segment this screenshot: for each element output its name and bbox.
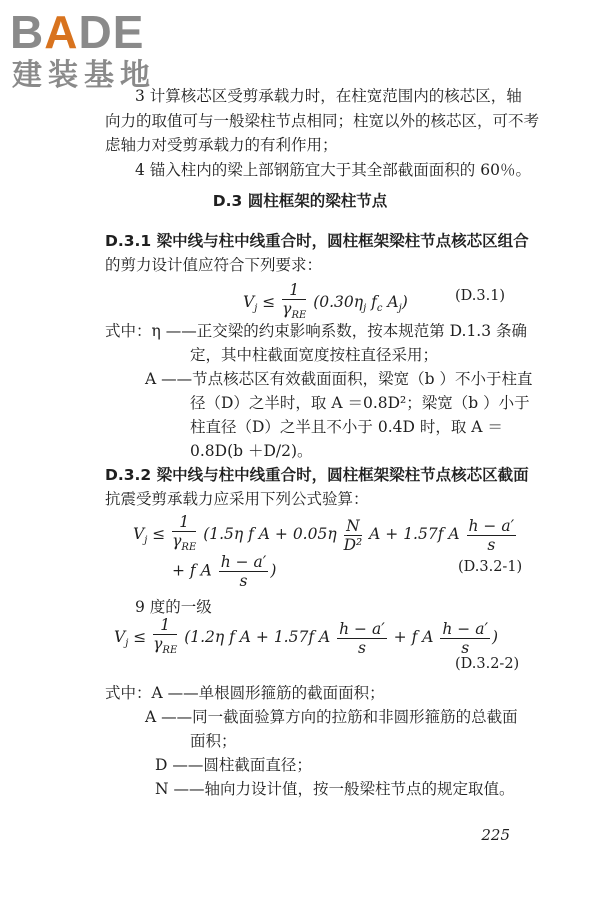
eq-no-d32-1: (D.3.2-1) xyxy=(458,559,523,575)
d32-where-1: 式中：A ——单根圆形箍筋的截面面积； xyxy=(105,684,385,702)
para4: 4 锚入柱内的梁上部钢筋宜大于其全部截面面积的 60％。 xyxy=(135,161,531,179)
f322-part2: + f A xyxy=(393,628,434,647)
f321-part1: (1.5η f A + 0.05η xyxy=(203,525,337,544)
eq-no-d31: (D.3.1) xyxy=(455,288,506,304)
f321-frac2-den: s xyxy=(487,535,496,554)
f31-tail2: A xyxy=(387,293,399,312)
formula-d31: $V_j$ ≤ $\frac{1}{\gamma_{RE}}$ ($0.30\eta_j$ $f_c$ $A_j$) xyxy=(243,281,408,325)
f321-frac-den: D² xyxy=(343,535,363,554)
formula-d32-2: $V_j$ ≤ $\frac{1}{\gamma_{RE}}$ (1.2η f A + 1.57f A $\frac{h - a'}{s}$ + f A $\frac{h - a'}{s}$ ) xyxy=(114,616,499,657)
f321-line2-end: ) xyxy=(270,561,277,580)
f321-line2: + f A xyxy=(172,561,212,580)
f31-lhs-sub: j xyxy=(254,303,258,315)
formula-d32-1-line2: + f A $\frac{h - a'}{s}$ ) xyxy=(172,553,277,590)
f321-part2: A + 1.57f A xyxy=(369,525,460,544)
aj-line3: 柱直径（D）之半且不小于 0.4D 时，取 A ＝ xyxy=(190,418,503,436)
d32-where-4: N ——轴向力设计值，按一般梁柱节点的规定取值。 xyxy=(155,780,515,798)
f321-frac-n xyxy=(344,517,363,554)
nine-degree-label: 9 度的一级 xyxy=(135,598,212,616)
f31-frac xyxy=(282,281,306,325)
d32-where-2-l1: A ——同一截面验算方向的拉筋和非圆形箍筋的总截面 xyxy=(145,708,518,726)
formula-d32-1-line1: $V_j$ ≤ $\frac{1}{\gamma_{RE}}$ (1.5η f A + 0.05η $\frac{N}{\text{D²}}$ A + 1.57f A $\frac{h - a'}{s}$ xyxy=(133,513,518,557)
f31-frac-den-sub: RE xyxy=(291,310,307,322)
bade-logo xyxy=(8,6,178,98)
d31-line1: D.3.1 梁中线与柱中线重合时，圆柱框架梁柱节点核芯区组合 xyxy=(105,232,529,250)
d32-where-3: D ——圆柱截面直径； xyxy=(155,756,312,774)
aj-line4: 0.8D(b ＋D/2)。 xyxy=(190,442,313,460)
para3-line1: 3 计算核芯区受剪承载力时，在柱宽范围内的核芯区，轴 xyxy=(135,87,522,105)
f31-frac-num: 1 xyxy=(282,281,306,300)
aj-line2: 径（D）之半时，取 A ＝0.8D²；梁宽（b ）小于 xyxy=(190,394,530,412)
f321-frac: $\frac{1}{\gamma_{RE}}$ xyxy=(172,513,197,554)
d31-line2: 的剪力设计值应符合下列要求： xyxy=(105,256,323,274)
d32-line1: D.3.2 梁中线与柱中线重合时，圆柱框架梁柱节点核芯区截面 xyxy=(105,466,529,484)
section-heading: D.3 圆柱框架的梁柱节点 xyxy=(212,192,388,210)
para3-line3: 虑轴力对受剪承载力的有利作用； xyxy=(105,136,338,154)
eq-no-d32-2: (D.3.2-2) xyxy=(455,656,520,672)
f31-close: ) xyxy=(401,293,408,312)
logo-wordmark: BADE xyxy=(10,6,145,58)
aj-line1: A ——节点核芯区有效截面面积，梁宽（b ）不小于柱直 xyxy=(145,370,533,388)
d32-line2: 抗震受剪承载力应采用下列公式验算： xyxy=(105,490,369,508)
f322-part1: (1.2η f A + 1.57f A xyxy=(184,628,331,647)
page-number: 225 xyxy=(481,826,510,844)
f31-tail: f xyxy=(371,293,377,312)
d31-where-l2: 定，其中柱截面宽度按柱直径采用； xyxy=(190,346,439,364)
f31-lhs: V xyxy=(243,293,255,312)
f321-frac-num: N xyxy=(344,517,363,536)
f321-frac2-num: h − a′ xyxy=(468,516,515,535)
f31-frac-den: γ xyxy=(282,300,292,318)
f321-frac-h xyxy=(467,517,517,554)
para3-line2: 向力的取值可与一般梁柱节点相同；柱宽以外的核芯区，可不考 xyxy=(105,112,540,130)
d31-where-l1: 式中：η ——正交梁的约束影响系数，按本规范第 D.1.3 条确 xyxy=(105,322,528,340)
f31-rest: (0.30η xyxy=(313,293,364,312)
d32-where-2-l2: 面积； xyxy=(190,732,237,750)
logo-subtitle: 建装基地 xyxy=(12,58,156,93)
